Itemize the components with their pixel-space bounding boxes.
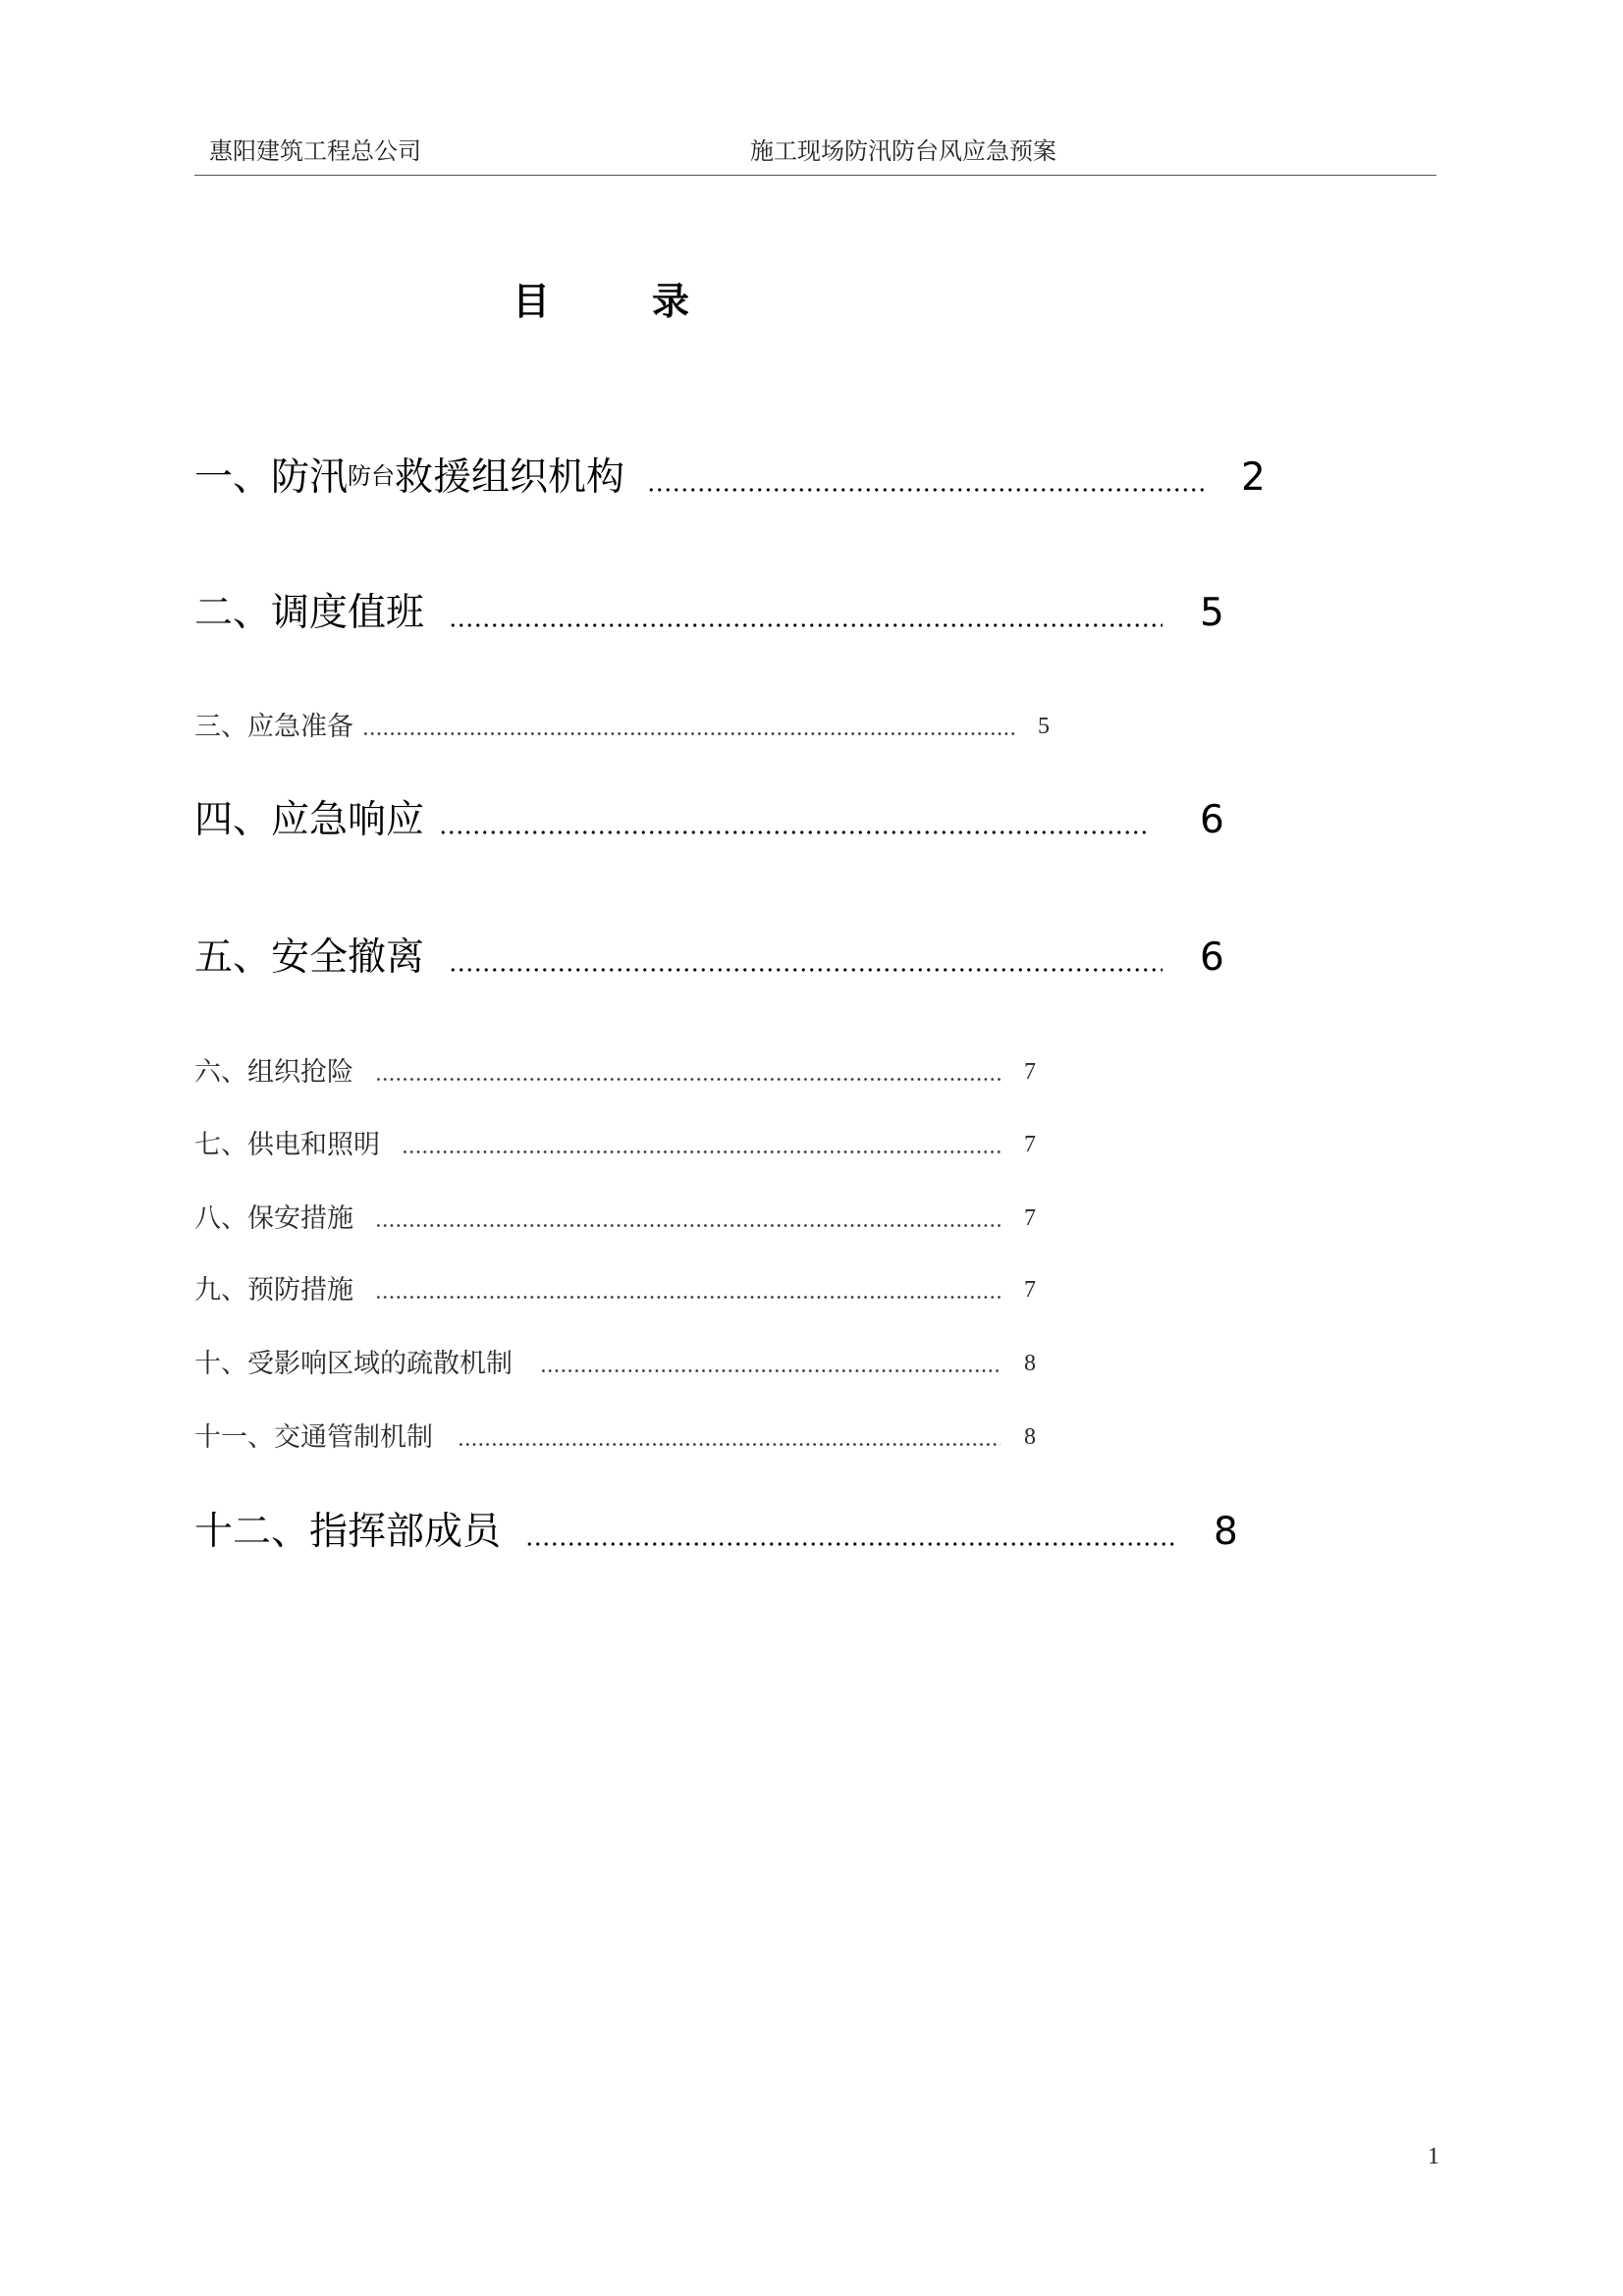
toc-leader-dots bbox=[449, 967, 1163, 973]
toc-entry bbox=[0, 1276, 1623, 1304]
toc-leader-dots bbox=[375, 1077, 1001, 1082]
toc-entry-page: 5 bbox=[1200, 591, 1224, 635]
toc-title-char-2: 录 bbox=[652, 280, 690, 323]
toc-entry-page: 6 bbox=[1200, 935, 1224, 980]
toc-entry bbox=[0, 455, 1623, 500]
toc-entry-page: 7 bbox=[1024, 1059, 1036, 1085]
toc-entry-label: 八、保安措施 bbox=[194, 1203, 353, 1233]
toc-title-char-1: 目 bbox=[513, 280, 551, 323]
toc-entry-label-prefix: 一、防汛 bbox=[194, 455, 349, 500]
toc-leader-dots bbox=[525, 1541, 1177, 1547]
toc-leader-dots bbox=[362, 731, 1015, 736]
header-company: 惠阳建筑工程总公司 bbox=[209, 139, 421, 165]
toc-entry bbox=[0, 1058, 1623, 1086]
header-divider bbox=[194, 175, 1436, 176]
toc-entry bbox=[0, 935, 1623, 980]
toc-entry-label: 九、预防措施 bbox=[194, 1275, 353, 1305]
toc-leader-dots bbox=[540, 1368, 1001, 1373]
header-document-title: 施工现场防汛防台风应急预案 bbox=[750, 139, 1056, 165]
toc-leader-dots bbox=[439, 829, 1151, 835]
toc-entry-label: 二、调度值班 bbox=[194, 591, 425, 635]
toc-leader-dots bbox=[449, 622, 1163, 628]
toc-entry-page: 2 bbox=[1241, 455, 1266, 500]
toc-leader-dots bbox=[375, 1223, 1001, 1228]
toc-entry-label: 七、供电和照明 bbox=[194, 1130, 380, 1159]
toc-leader-dots bbox=[375, 1295, 1001, 1300]
toc-entry bbox=[0, 1131, 1623, 1158]
toc-entry-label-inline-small: 防台 bbox=[348, 464, 396, 490]
toc-leader-dots bbox=[402, 1149, 1001, 1154]
toc-entry-label bbox=[194, 455, 625, 503]
toc-entry-label: 五、安全撤离 bbox=[194, 935, 425, 980]
toc-entry bbox=[0, 1204, 1623, 1232]
toc-entry-page: 8 bbox=[1024, 1424, 1036, 1450]
page-number: 1 bbox=[1428, 2144, 1439, 2169]
toc-entry-page: 8 bbox=[1024, 1351, 1036, 1376]
toc-entry bbox=[0, 713, 1623, 740]
toc-entry bbox=[0, 1510, 1623, 1554]
toc-entry-label: 三、应急准备 bbox=[194, 712, 353, 741]
toc-entry-label: 十、受影响区域的疏散机制 bbox=[194, 1349, 513, 1378]
toc-entry-label-suffix: 救援组织机构 bbox=[395, 455, 625, 500]
toc-entry-label: 十一、交通管制机制 bbox=[194, 1422, 433, 1452]
toc-entry bbox=[0, 798, 1623, 842]
toc-entry-label: 四、应急响应 bbox=[194, 798, 425, 842]
toc-entry bbox=[0, 591, 1623, 635]
toc-entry-page: 7 bbox=[1024, 1277, 1036, 1303]
toc-entry bbox=[0, 1423, 1623, 1451]
toc-entry bbox=[0, 1350, 1623, 1377]
toc-entry-page: 8 bbox=[1214, 1510, 1238, 1554]
toc-leader-dots bbox=[458, 1442, 1001, 1447]
toc-entry-page: 5 bbox=[1038, 714, 1050, 739]
toc-leader-dots bbox=[647, 487, 1204, 493]
toc-entry-page: 7 bbox=[1024, 1205, 1036, 1231]
toc-entry-page: 6 bbox=[1200, 798, 1224, 842]
toc-entry-label: 十二、指挥部成员 bbox=[194, 1510, 502, 1554]
toc-entry-label: 六、组织抢险 bbox=[194, 1057, 353, 1087]
toc-entry-page: 7 bbox=[1024, 1132, 1036, 1157]
